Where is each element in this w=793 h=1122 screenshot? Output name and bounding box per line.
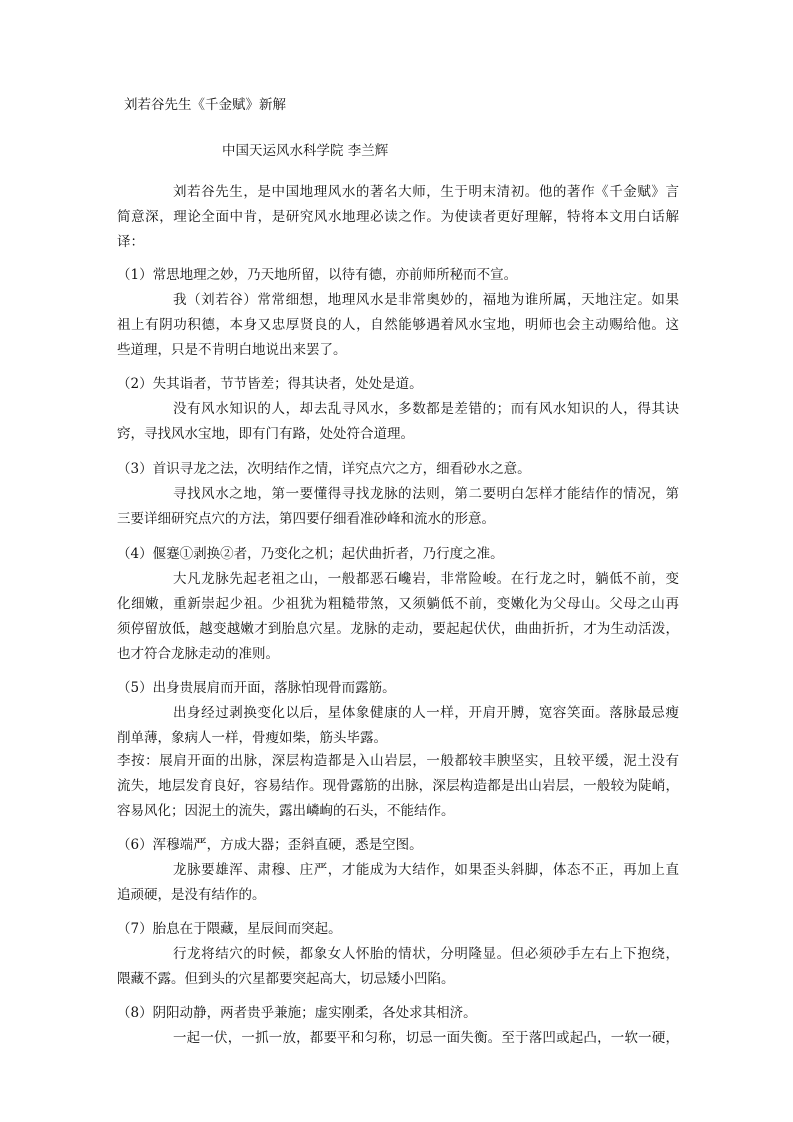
section-body-line: 一起一伏，一抓一放，都要平和匀称，切忌一面失衡。至于落凹或起凸，一软一硬， bbox=[173, 1030, 679, 1046]
note-line: 容易风化；因泥土的流失，露出嶙峋的石头，不能结作。 bbox=[117, 803, 455, 819]
intro-line: 刘若谷先生，是中国地理风水的著名大师，生于明末清初。他的著作《千金赋》言 bbox=[173, 184, 679, 200]
section-body-line: 削单薄，象病人一样，骨瘦如柴，筋头毕露。 bbox=[117, 730, 387, 746]
section-heading: （5）出身贵展肩而开面，落脉怕现骨而露筋。 bbox=[117, 680, 396, 696]
section-heading: （7）胎息在于隈藏，星辰间而突起。 bbox=[117, 921, 342, 937]
section-body-line: 没有风水知识的人，却去乱寻风水，多数都是差错的；而有风水知识的人，得其诀 bbox=[173, 401, 679, 417]
section-body-line: 出身经过剥换变化以后，星体象健康的人一样，开肩开膊，宽容笑面。落脉最忌瘦 bbox=[173, 705, 679, 721]
note-line: 流失，地层发育良好，容易结作。现骨露筋的出脉，深层构造都是出山岩层，一般较为陡峭， bbox=[117, 778, 679, 794]
intro-line: 简意深，理论全面中肯，是研究风水地理必读之作。为使读者更好理解，特将本文用白话解 bbox=[117, 209, 679, 225]
section-body-line: 三要详细研究点穴的方法，第四要仔细看准砂峰和流水的形意。 bbox=[117, 511, 495, 527]
section-body-line: 化细嫩，重新崇起少祖。少祖犹为粗糙带煞，又须躺低不前，变嫩化为父母山。父母之山再 bbox=[117, 596, 679, 612]
section-heading: （4）偃蹇①剥换②者，乃变化之机；起伏曲折者，乃行度之准。 bbox=[117, 546, 504, 562]
section-body-line: 大凡龙脉先起老祖之山，一般都恶石巉岩，非常险峻。在行龙之时，躺低不前，变 bbox=[173, 571, 679, 587]
section-body-line: 也才符合龙脉走动的准则。 bbox=[117, 646, 279, 662]
section-body-line: 隈藏不露。但到头的穴星都要突起高大，切忌矮小凹陷。 bbox=[117, 971, 455, 987]
section-body-line: 寻找风水之地，第一要懂得寻找龙脉的法则，第二要明白怎样才能结作的情况，第 bbox=[173, 486, 679, 502]
note-line: 李按：展肩开面的出脉，深层构造都是入山岩层，一般都较丰腴坚实，且较平缓，泥土没有 bbox=[117, 753, 679, 769]
section-heading: （3）首识寻龙之法，次明结作之情，详究点穴之方，细看砂水之意。 bbox=[117, 461, 531, 477]
section-heading: （6）浑穆端严，方成大器；歪斜直硬，悉是空图。 bbox=[117, 837, 423, 853]
section-body-line: 龙脉要雄浑、肃穆、庄严，才能成为大结作，如果歪头斜脚，体态不正，再加上直 bbox=[173, 862, 679, 878]
section-body-line: 行龙将结穴的时候，都象女人怀胎的情状，分明隆显。但必须砂手左右上下抱绕， bbox=[173, 946, 679, 962]
intro-line: 译： bbox=[117, 234, 144, 250]
section-heading: （1）常思地理之妙，乃天地所留，以待有德，亦前师所秘而不宣。 bbox=[117, 267, 518, 283]
section-heading: （8）阴阳动静，两者贵乎兼施；虚实刚柔，各处求其相济。 bbox=[117, 1005, 477, 1021]
section-body-line: 些道理，只是不肯明白地说出来罢了。 bbox=[117, 342, 347, 358]
author-line: 中国天运风水科学院 李兰辉 bbox=[222, 143, 389, 159]
section-body-line: 追顽硬，是没有结作的。 bbox=[117, 887, 266, 903]
document-title: 刘若谷先生《千金赋》新解 bbox=[124, 97, 286, 113]
section-body-line: 须停留放低，越变越嫩才到胎息穴星。龙脉的走动，要起起伏伏，曲曲折折，才为生动活泼， bbox=[117, 621, 679, 637]
section-body-line: 祖上有阴功积德，本身又忠厚贤良的人，自然能够遇着风水宝地，明师也会主动赐给他。这 bbox=[117, 317, 679, 333]
section-body-line: 窍，寻找风水宝地，即有门有路，处处符合道理。 bbox=[117, 426, 414, 442]
section-body-line: 我（刘若谷）常常细想，地理风水是非常奥妙的，福地为谁所属，天地注定。如果 bbox=[173, 292, 679, 308]
section-heading: （2）失其诣者，节节皆差；得其诀者，处处是道。 bbox=[117, 376, 423, 392]
